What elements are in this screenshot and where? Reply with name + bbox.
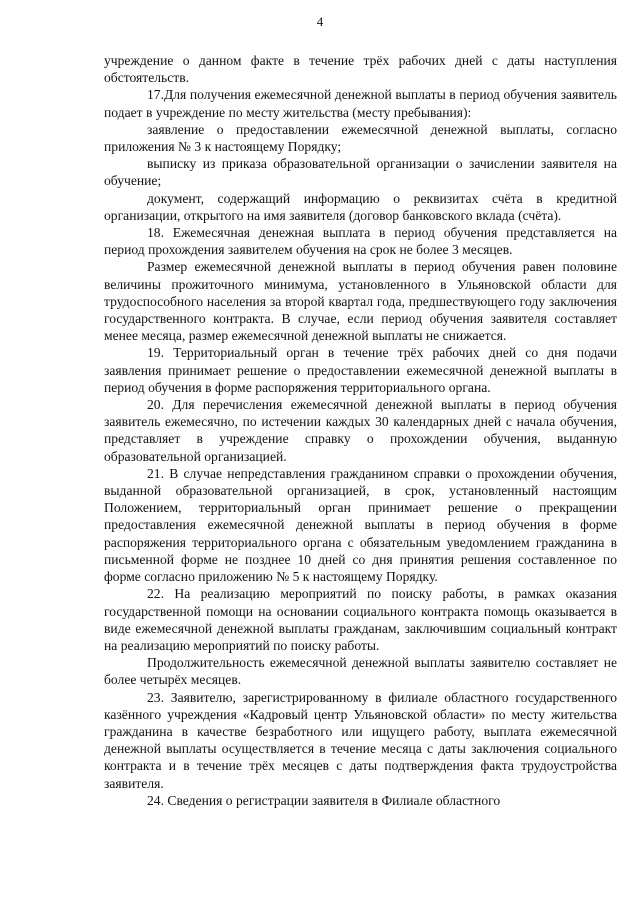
paragraph-18: 18. Ежемесячная денежная выплата в период обучения представляется на период прохождения заявителем обучения на срок не более 3 месяцев. <box>104 225 617 258</box>
paragraph-payment-size: Размер ежемесячной денежной выплаты в период обучения равен половине величины прожиточного минимума, установленного в Ульяновской области для трудоспособного населения за второй квартал года, предшествующего году заключения государственного контракта. В случае, если период обучения заявителя составляет менее месяца, размер ежемесячной денежной выплаты не снижается. <box>104 259 617 344</box>
paragraph-20: 20. Для перечисления ежемесячной денежной выплаты в период обучения заявитель ежемесячно, по истечении каждых 30 календарных дней с начала обучения, представляет в учреждение справку о прохождении обучения, выданную образовательной организацией. <box>104 397 617 464</box>
paragraph-22: 22. На реализацию мероприятий по поиску работы, в рамках оказания государственной помощи на основании социального контракта помощь оказывается в виде ежемесячной денежной выплаты гражданам, заключившим социальный контракт на реализацию мероприятий по поиску работы. <box>104 586 617 653</box>
paragraph-continuation: учреждение о данном факте в течение трёх рабочих дней с даты наступления обстоятельств. <box>104 53 617 86</box>
page-number: 4 <box>316 14 324 29</box>
list-item-order-extract: выписку из приказа образовательной организации о зачислении заявителя на обучение; <box>104 156 617 189</box>
list-item-account-document: документ, содержащий информацию о реквизитах счёта в кредитной организации, открытого на имя заявителя (договор банковского вклада (счёта). <box>104 190 617 223</box>
paragraph-21: 21. В случае непредставления гражданином справки о прохождении обучения, выданной образовательной организацией, в срок, установленный настоящим Положением, территориальный орган принимает решение о прекращении предоставления ежемесячной денежной выплаты в период обучения в форме распоряжения территориального органа с обязательным уведомлением гражданина в письменной форме не позднее 10 дней со дня принятия решения составленное по форме согласно приложению № 5 к настоящему Порядку. <box>104 465 617 585</box>
paragraph-17: 17.Для получения ежемесячной денежной выплаты в период обучения заявитель подает в учреждение по месту жительства (месту пребывания): <box>104 87 617 120</box>
list-item-application: заявление о предоставлении ежемесячной денежной выплаты, согласно приложения № 3 к настоящему Порядку; <box>104 121 617 155</box>
paragraph-duration: Продолжительность ежемесячной денежной выплаты заявителю составляет не более четырёх месяцев. <box>104 655 617 688</box>
paragraph-23: 23. Заявителю, зарегистрированному в филиале областного государственного казённого учреждения «Кадровый центр Ульяновской области» по месту жительства гражданина в качестве безработного или ищущего работу, выплата ежемесячной денежной выплаты осуществляется в течение месяца с даты заключения социального контракта и в течение трёх месяцев с даты подтверждения факта трудоустройства заявителя. <box>104 689 617 791</box>
document-body <box>104 52 617 809</box>
paragraph-24: 24. Сведения о регистрации заявителя в Филиале областного <box>147 792 501 808</box>
paragraph-19: 19. Территориальный орган в течение трёх рабочих дней со дня подачи заявления принимает решение о предоставлении ежемесячной денежной выплаты в период обучения в форме распоряжения территориального органа. <box>104 345 617 395</box>
